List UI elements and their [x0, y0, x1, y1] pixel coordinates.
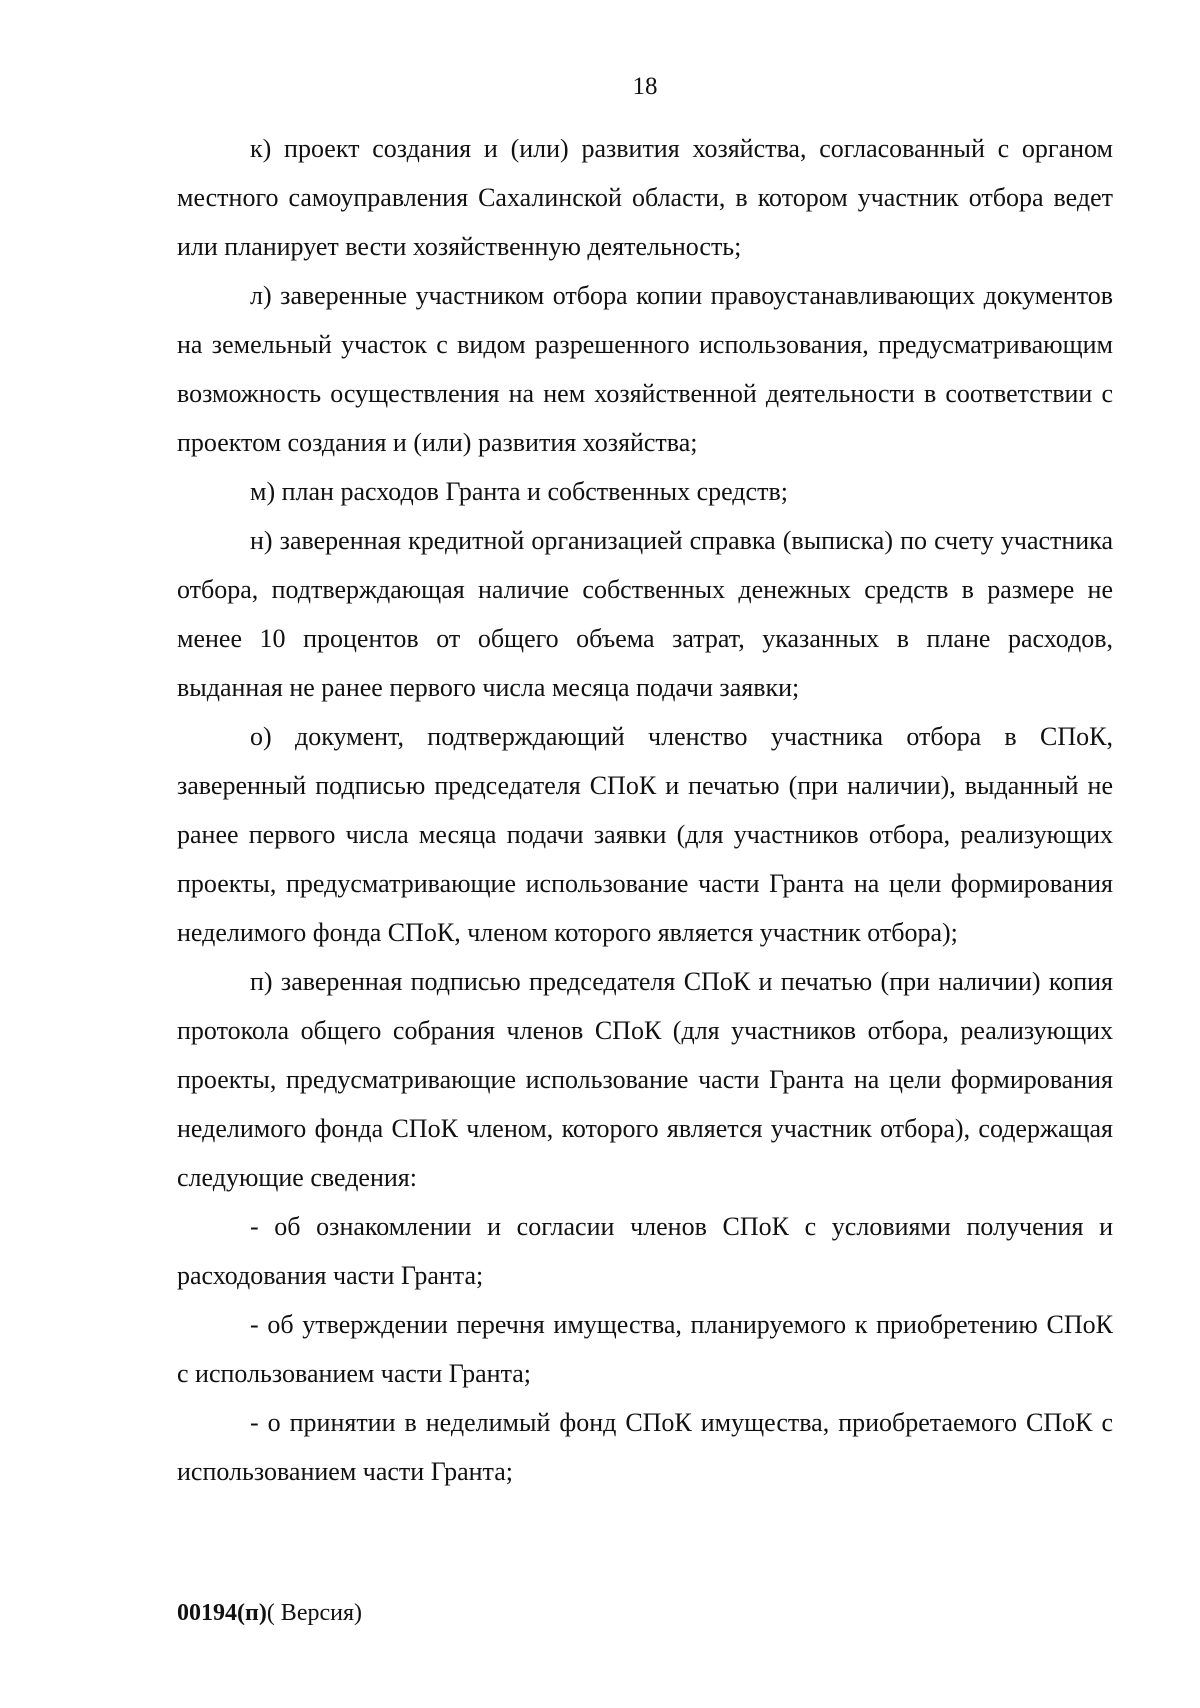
paragraph-n: н) заверенная кредитной организацией справка (выписка) по счету участника отбора, подтверждающая наличие собственных денежных средств в размере не менее 10 процентов от общего объема затрат, указанных в плане расходов, выданная не ранее первого числа месяца подачи заявки; [177, 526, 1113, 702]
paragraph-l: л) заверенные участником отбора копии правоустанавливающих документов на земельный участок с видом разрешенного использования, предусматривающим возможность осуществления на нем хозяйственной деятельности в соответствии с проектом создания и (или) развития хозяйства; [177, 281, 1113, 457]
paragraph-k: к) проект создания и (или) развития хозяйства, согласованный с органом местного самоуправления Сахалинской области, в котором участник отбора ведет или планирует вести хозяйственную деятельность; [177, 134, 1113, 261]
list-item-indivisible-fund: - о принятии в неделимый фонд СПоК имущества, приобретаемого СПоК с использованием части Гранта; [177, 1408, 1113, 1486]
list-item-property-list: - об утверждении перечня имущества, планируемого к приобретению СПоК с использованием части Гранта; [177, 1310, 1113, 1388]
list-item-familiarization: - об ознакомлении и согласии членов СПоК с условиями получения и расходования части Гранта; [177, 1212, 1113, 1290]
paragraph-o: о) документ, подтверждающий членство участника отбора в СПоК, заверенный подписью председателя СПоК и печатью (при наличии), выданный не ранее первого числа месяца подачи заявки (для участников отбора, реализующих проекты, предусматривающие использование части Гранта на цели формирования неделимого фонда СПоК, членом которого является участник отбора); [177, 722, 1113, 947]
document-body [177, 124, 1113, 1496]
document-version: ( Версия) [266, 1600, 362, 1626]
paragraph-m: м) план расходов Гранта и собственных средств; [250, 477, 788, 506]
document-footer [177, 1598, 362, 1628]
page-number: 18 [632, 73, 658, 100]
paragraph-p: п) заверенная подписью председателя СПоК и печатью (при наличии) копия протокола общего собрания членов СПоК (для участников отбора, реализующих проекты, предусматривающие использование части Гранта на цели формирования неделимого фонда СПоК членом, которого является участник отбора), содержащая следующие сведения: [177, 967, 1113, 1192]
document-code: 00194(п) [177, 1600, 267, 1626]
